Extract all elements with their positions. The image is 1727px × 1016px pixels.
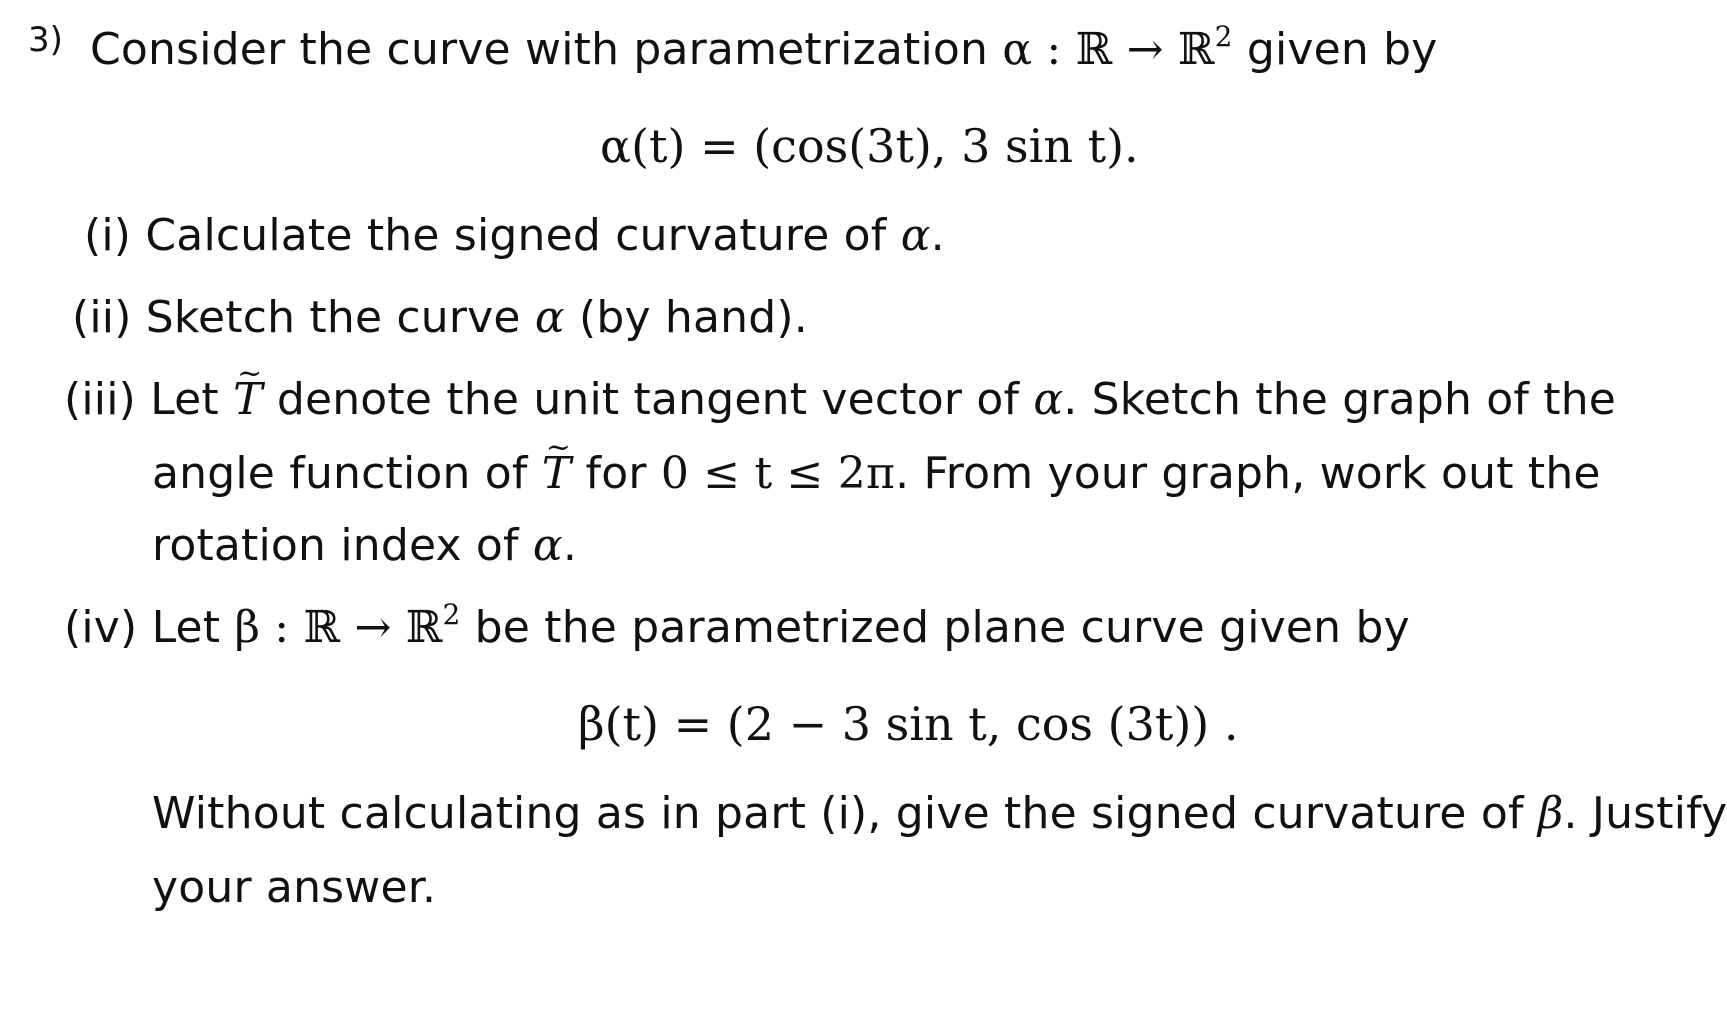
- tangent-symbol-2: ~ T: [542, 446, 572, 502]
- part-i-text: Calculate the signed curvature of: [145, 210, 887, 261]
- part-iii-end3: .: [562, 520, 577, 571]
- part-iv-text1: be the parametrized plane curve given by: [474, 602, 1410, 653]
- part-iv-let: Let: [151, 602, 221, 653]
- intro-text: Consider the curve with parametrization: [90, 24, 989, 75]
- part-iii-let: Let: [150, 374, 219, 425]
- question-number: 3): [28, 20, 63, 60]
- part-iv-sup: 2: [442, 598, 461, 631]
- part-i-end: .: [930, 210, 945, 261]
- part-iv-line2: [152, 786, 1727, 842]
- part-iii-text1: denote the unit tangent vector of: [276, 374, 1020, 425]
- alpha-formula: α(t) = (cos(3t), 3 sin t).: [600, 119, 1139, 173]
- part-iii-label: (iii): [64, 374, 137, 425]
- part-iii-for: for: [585, 448, 647, 499]
- part-iii-line1: [64, 372, 1616, 428]
- intro-end: given by: [1246, 24, 1438, 75]
- part-iv-label: (iv): [64, 602, 138, 653]
- part-iii-text1b: . Sketch the graph of the: [1063, 374, 1617, 425]
- part-iv-text3: your answer.: [152, 862, 437, 913]
- part-ii: [72, 290, 808, 346]
- intro-sup: 2: [1214, 20, 1233, 53]
- part-iv-text2c: . Justify: [1563, 788, 1727, 839]
- part-iii-range: 0 ≤ t ≤ 2π: [660, 448, 896, 499]
- part-iii-text2c: . From your graph, work out the: [895, 448, 1601, 499]
- part-iv-line3: [152, 860, 436, 916]
- part-iii-text2a: angle function of: [152, 448, 528, 499]
- part-iii-line2: [152, 446, 1601, 502]
- question-intro: [90, 22, 1438, 83]
- part-iv-math: β : ℝ → ℝ: [234, 602, 443, 653]
- part-iii-sym3: α: [532, 520, 563, 571]
- intro-math: α : ℝ → ℝ: [1002, 24, 1215, 75]
- tangent-symbol: ~ T: [233, 372, 263, 428]
- part-i-label: (i): [84, 210, 132, 261]
- part-iii-line3: [152, 518, 577, 574]
- part-iii-sym1: α: [1033, 374, 1064, 425]
- part-i-sym: α: [900, 210, 931, 261]
- part-i: [84, 208, 945, 264]
- part-iv-text2: Without calculating as in part (i), give the signed curvature of: [152, 788, 1524, 839]
- part-iv-sym: β: [1537, 788, 1564, 839]
- part-ii-label: (ii): [72, 292, 132, 343]
- beta-formula: β(t) = (2 − 3 sin t, cos (3t)) .: [578, 697, 1239, 751]
- part-ii-end: (by hand).: [578, 292, 808, 343]
- part-iv-line1: [64, 600, 1410, 661]
- part-ii-sym: α: [534, 292, 565, 343]
- part-iii-text3: rotation index of: [152, 520, 519, 571]
- part-ii-text: Sketch the curve: [145, 292, 521, 343]
